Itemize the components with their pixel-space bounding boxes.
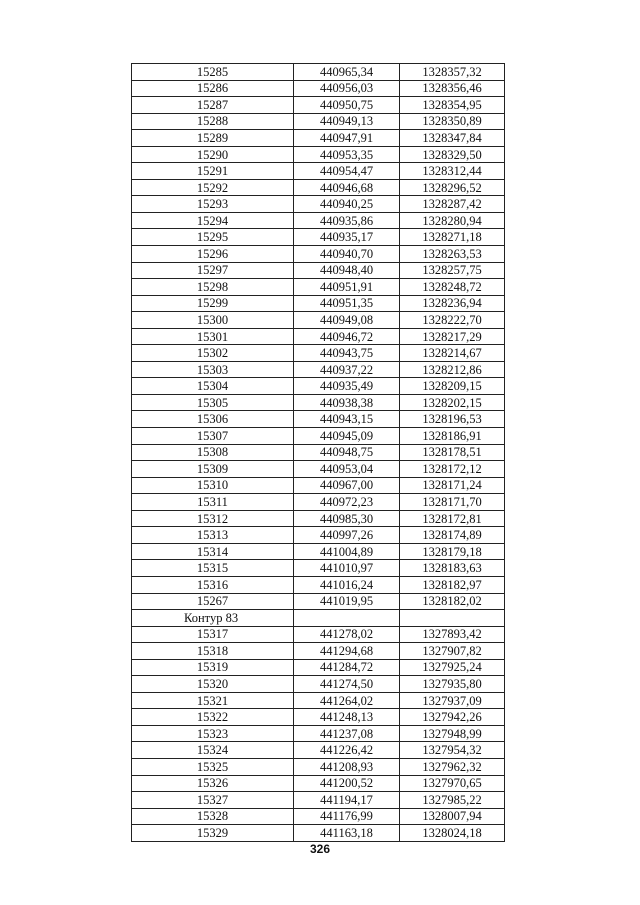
table-row [132,543,505,560]
point-number-cell: 15325 [132,758,294,775]
y-coordinate-cell: 1328357,32 [400,64,505,81]
table-row [132,262,505,279]
y-coordinate-cell: 1328186,91 [400,428,505,445]
table-row [132,742,505,759]
x-coordinate-cell: 441274,50 [294,676,400,693]
point-number-cell: 15311 [132,494,294,511]
table-row [132,146,505,163]
y-coordinate-cell: 1328172,81 [400,510,505,527]
y-coordinate-cell: 1327893,42 [400,626,505,643]
x-coordinate-cell: 441237,08 [294,725,400,742]
coordinates-table [131,63,505,842]
y-coordinate-cell: 1327935,80 [400,676,505,693]
x-coordinate-cell: 441200,52 [294,775,400,792]
table-row [132,246,505,263]
table-row [132,825,505,842]
y-coordinate-cell: 1327907,82 [400,643,505,660]
y-coordinate-cell: 1327937,09 [400,692,505,709]
point-number-cell: 15315 [132,560,294,577]
y-coordinate-cell: 1328354,95 [400,97,505,114]
x-coordinate-cell: 441278,02 [294,626,400,643]
x-coordinate-cell: 440951,35 [294,295,400,312]
y-coordinate-cell: 1328356,46 [400,80,505,97]
table-row [132,80,505,97]
section-label: Контур 83 [132,610,294,627]
x-coordinate-cell: 440946,68 [294,179,400,196]
x-coordinate-cell: 440943,15 [294,411,400,428]
x-coordinate-cell: 441194,17 [294,792,400,809]
point-number-cell: 15294 [132,212,294,229]
x-coordinate-cell: 440997,26 [294,527,400,544]
y-coordinate-cell: 1328287,42 [400,196,505,213]
point-number-cell: 15303 [132,361,294,378]
x-coordinate-cell: 440951,91 [294,279,400,296]
x-coordinate-cell: 441016,24 [294,576,400,593]
x-coordinate-cell: 440953,04 [294,461,400,478]
empty-cell [294,610,400,627]
table-row [132,428,505,445]
y-coordinate-cell: 1328178,51 [400,444,505,461]
x-coordinate-cell: 441010,97 [294,560,400,577]
y-coordinate-cell: 1328280,94 [400,212,505,229]
y-coordinate-cell: 1328329,50 [400,146,505,163]
point-number-cell: 15304 [132,378,294,395]
table-row [132,279,505,296]
y-coordinate-cell: 1328263,53 [400,246,505,263]
table-row [132,179,505,196]
point-number-cell: 15323 [132,725,294,742]
table-row [132,411,505,428]
y-coordinate-cell: 1328171,70 [400,494,505,511]
table-row [132,295,505,312]
x-coordinate-cell: 440949,13 [294,113,400,130]
y-coordinate-cell: 1328182,97 [400,576,505,593]
x-coordinate-cell: 440935,17 [294,229,400,246]
x-coordinate-cell: 440945,09 [294,428,400,445]
x-coordinate-cell: 440935,49 [294,378,400,395]
y-coordinate-cell: 1328257,75 [400,262,505,279]
table-row [132,643,505,660]
point-number-cell: 15298 [132,279,294,296]
y-coordinate-cell: 1328007,94 [400,808,505,825]
point-number-cell: 15326 [132,775,294,792]
section-header-row [132,610,505,627]
table-row [132,626,505,643]
y-coordinate-cell: 1327942,26 [400,709,505,726]
x-coordinate-cell: 440935,86 [294,212,400,229]
table-row [132,361,505,378]
x-coordinate-cell: 441294,68 [294,643,400,660]
table-row [132,560,505,577]
x-coordinate-cell: 441284,72 [294,659,400,676]
point-number-cell: 15289 [132,130,294,147]
point-number-cell: 15310 [132,477,294,494]
table-row [132,163,505,180]
x-coordinate-cell: 440950,75 [294,97,400,114]
point-number-cell: 15320 [132,676,294,693]
table-row [132,775,505,792]
point-number-cell: 15291 [132,163,294,180]
point-number-cell: 15313 [132,527,294,544]
y-coordinate-cell: 1327970,65 [400,775,505,792]
table-row [132,709,505,726]
y-coordinate-cell: 1327962,32 [400,758,505,775]
table-row [132,477,505,494]
x-coordinate-cell: 441208,93 [294,758,400,775]
x-coordinate-cell: 440954,47 [294,163,400,180]
table-row [132,576,505,593]
y-coordinate-cell: 1328174,89 [400,527,505,544]
point-number-cell: 15290 [132,146,294,163]
y-coordinate-cell: 1328179,18 [400,543,505,560]
y-coordinate-cell: 1328209,15 [400,378,505,395]
table-row [132,461,505,478]
point-number-cell: 15295 [132,229,294,246]
point-number-cell: 15288 [132,113,294,130]
point-number-cell: 15287 [132,97,294,114]
table-row [132,510,505,527]
empty-cell [400,610,505,627]
table-row [132,130,505,147]
point-number-cell: 15301 [132,328,294,345]
point-number-cell: 15267 [132,593,294,610]
x-coordinate-cell: 441176,99 [294,808,400,825]
x-coordinate-cell: 440948,75 [294,444,400,461]
table-row [132,444,505,461]
point-number-cell: 15292 [132,179,294,196]
y-coordinate-cell: 1328347,84 [400,130,505,147]
table-row [132,692,505,709]
y-coordinate-cell: 1327954,32 [400,742,505,759]
table-row [132,345,505,362]
y-coordinate-cell: 1328024,18 [400,825,505,842]
point-number-cell: 15317 [132,626,294,643]
table-row [132,676,505,693]
y-coordinate-cell: 1328202,15 [400,394,505,411]
table-row [132,212,505,229]
point-number-cell: 15319 [132,659,294,676]
table-row [132,527,505,544]
y-coordinate-cell: 1328196,53 [400,411,505,428]
point-number-cell: 15299 [132,295,294,312]
x-coordinate-cell: 440948,40 [294,262,400,279]
point-number-cell: 15293 [132,196,294,213]
point-number-cell: 15321 [132,692,294,709]
table-row [132,229,505,246]
point-number-cell: 15328 [132,808,294,825]
point-number-cell: 15314 [132,543,294,560]
y-coordinate-cell: 1328236,94 [400,295,505,312]
point-number-cell: 15296 [132,246,294,263]
table-row [132,808,505,825]
y-coordinate-cell: 1328171,24 [400,477,505,494]
x-coordinate-cell: 441004,89 [294,543,400,560]
x-coordinate-cell: 440937,22 [294,361,400,378]
y-coordinate-cell: 1328296,52 [400,179,505,196]
y-coordinate-cell: 1328212,86 [400,361,505,378]
point-number-cell: 15306 [132,411,294,428]
x-coordinate-cell: 440940,25 [294,196,400,213]
point-number-cell: 15305 [132,394,294,411]
point-number-cell: 15308 [132,444,294,461]
table-row [132,64,505,81]
x-coordinate-cell: 440949,08 [294,312,400,329]
x-coordinate-cell: 441163,18 [294,825,400,842]
x-coordinate-cell: 440953,35 [294,146,400,163]
table-row [132,792,505,809]
point-number-cell: 15329 [132,825,294,842]
table-row [132,113,505,130]
y-coordinate-cell: 1328271,18 [400,229,505,246]
x-coordinate-cell: 440947,91 [294,130,400,147]
x-coordinate-cell: 440985,30 [294,510,400,527]
point-number-cell: 15316 [132,576,294,593]
x-coordinate-cell: 440972,23 [294,494,400,511]
x-coordinate-cell: 440940,70 [294,246,400,263]
y-coordinate-cell: 1327925,24 [400,659,505,676]
x-coordinate-cell: 440938,38 [294,394,400,411]
table-row [132,593,505,610]
x-coordinate-cell: 440946,72 [294,328,400,345]
y-coordinate-cell: 1328222,70 [400,312,505,329]
x-coordinate-cell: 441226,42 [294,742,400,759]
x-coordinate-cell: 440965,34 [294,64,400,81]
point-number-cell: 15318 [132,643,294,660]
table-row [132,328,505,345]
y-coordinate-cell: 1327985,22 [400,792,505,809]
y-coordinate-cell: 1328350,89 [400,113,505,130]
point-number-cell: 15300 [132,312,294,329]
point-number-cell: 15297 [132,262,294,279]
y-coordinate-cell: 1328217,29 [400,328,505,345]
point-number-cell: 15327 [132,792,294,809]
x-coordinate-cell: 441248,13 [294,709,400,726]
x-coordinate-cell: 441019,95 [294,593,400,610]
y-coordinate-cell: 1328248,72 [400,279,505,296]
coordinates-table-body [132,64,505,842]
point-number-cell: 15302 [132,345,294,362]
y-coordinate-cell: 1328172,12 [400,461,505,478]
y-coordinate-cell: 1327948,99 [400,725,505,742]
table-row [132,196,505,213]
x-coordinate-cell: 440967,00 [294,477,400,494]
page-number: 326 [309,842,331,856]
y-coordinate-cell: 1328312,44 [400,163,505,180]
table-row [132,394,505,411]
point-number-cell: 15285 [132,64,294,81]
x-coordinate-cell: 441264,02 [294,692,400,709]
table-row [132,312,505,329]
y-coordinate-cell: 1328182,02 [400,593,505,610]
table-row [132,725,505,742]
table-row [132,758,505,775]
point-number-cell: 15309 [132,461,294,478]
y-coordinate-cell: 1328214,67 [400,345,505,362]
point-number-cell: 15312 [132,510,294,527]
table-row [132,378,505,395]
table-row [132,494,505,511]
point-number-cell: 15322 [132,709,294,726]
table-row [132,659,505,676]
point-number-cell: 15286 [132,80,294,97]
point-number-cell: 15307 [132,428,294,445]
table-row [132,97,505,114]
y-coordinate-cell: 1328183,63 [400,560,505,577]
point-number-cell: 15324 [132,742,294,759]
x-coordinate-cell: 440956,03 [294,80,400,97]
x-coordinate-cell: 440943,75 [294,345,400,362]
